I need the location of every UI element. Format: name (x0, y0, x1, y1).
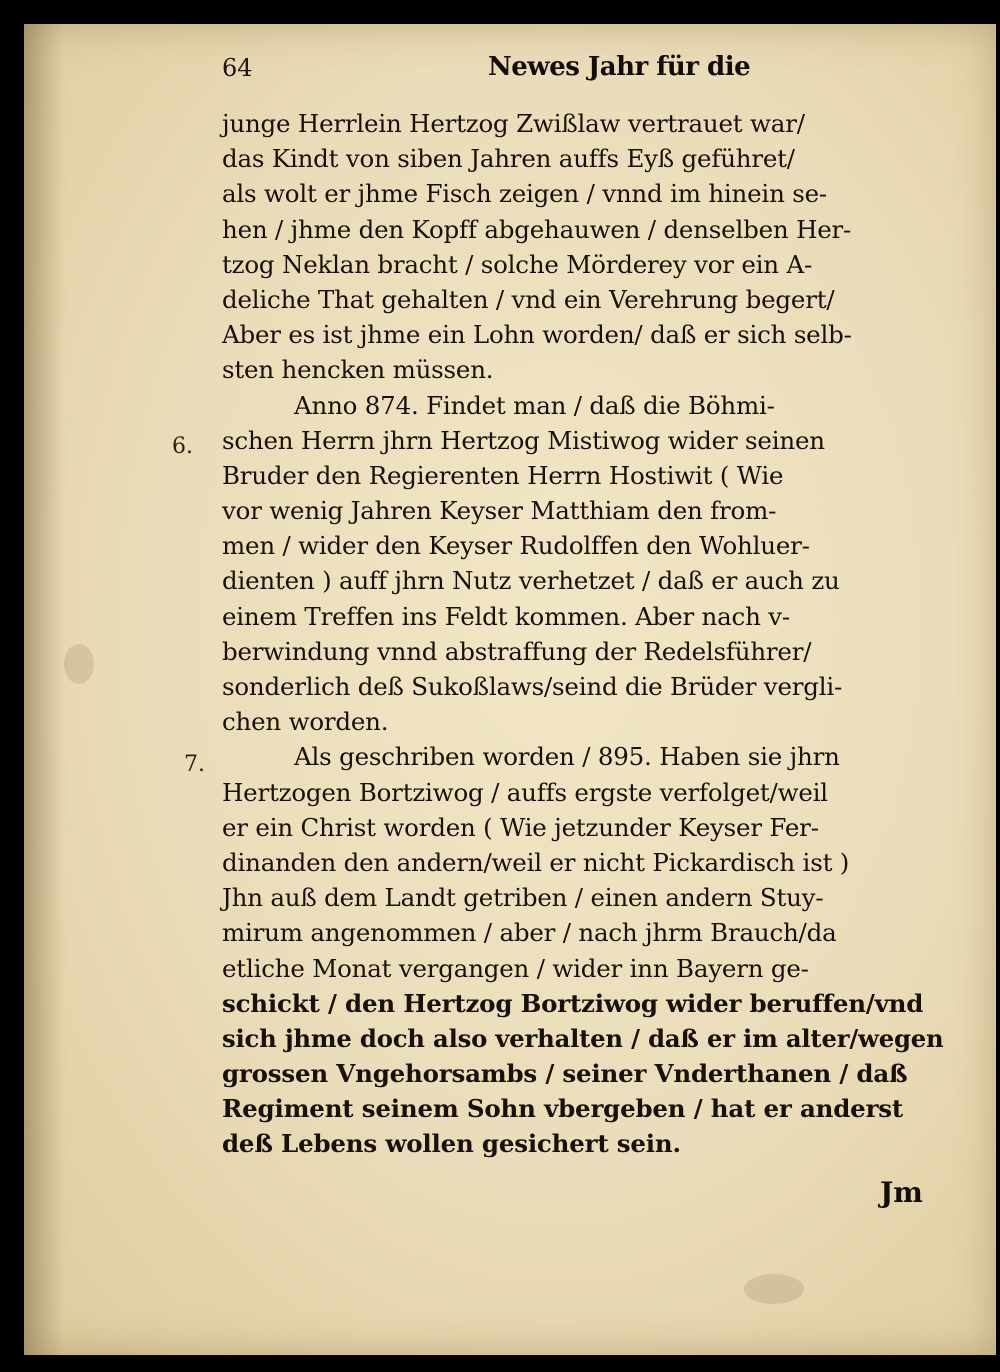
text-line: einem Treffen ins Feldt kommen. Aber nach v- (222, 601, 790, 631)
text-line: deß Lebens wollen gesichert sein. (222, 1129, 681, 1159)
paragraph-start-line: Anno 874. Findet man / daß die Böhmi- (294, 390, 775, 420)
running-head: Newes Jahr für die (488, 52, 751, 82)
text-line: schickt / den Hertzog Bortziwog wider beruffen/vnd (222, 988, 924, 1018)
text-line: tzog Neklan bracht / solche Mörderey vor ein A- (222, 249, 813, 279)
body-text (222, 106, 944, 1162)
text-line: er ein Christ worden ( Wie jetzunder Keyser Fer- (222, 812, 819, 842)
text-line: sich jhme doch also verhalten / daß er im alter/wegen (222, 1023, 944, 1053)
text-line: das Kindt von siben Jahren auffs Eyß geführet/ (222, 144, 795, 174)
text-line: chen worden. (222, 707, 389, 737)
text-line: junge Herrlein Hertzog Zwißlaw vertrauet war/ (222, 109, 805, 138)
text-line: dinanden den andern/weil er nicht Pickardisch ist ) (222, 847, 850, 877)
paper-stain (64, 644, 94, 684)
margin-note-7: 7. (184, 752, 205, 777)
text-line: berwindung vnnd abstraffung der Redelsführer/ (222, 636, 812, 666)
text-line: als wolt er jhme Fisch zeigen / vnnd im hinein se- (222, 179, 827, 209)
page-header (222, 52, 942, 96)
text-line: Hertzogen Bortziwog / auffs ergste verfolget/weil (222, 777, 828, 807)
catchword: Jm (880, 1176, 923, 1209)
text-line: deliche That gehalten / vnd ein Verehrung begert/ (222, 284, 835, 314)
text-line: grossen Vngehorsambs / seiner Vnderthanen / daß (222, 1059, 908, 1089)
text-line: etliche Monat vergangen / wider inn Bayern ge- (222, 953, 809, 983)
text-line: sten hencken müssen. (222, 355, 494, 385)
text-line: Jhn auß dem Landt getriben / einen andern Stuy- (222, 883, 824, 913)
margin-note-6: 6. (172, 434, 193, 459)
text-line: men / wider den Keyser Rudolffen den Wohluer- (222, 531, 810, 561)
text-line: Regiment seinem Sohn vbergeben / hat er anderst (222, 1094, 903, 1124)
text-line: mirum angenommen / aber / nach jhrm Brauch/da (222, 918, 837, 948)
page-number: 64 (222, 54, 253, 82)
text-line: Aber es ist jhme ein Lohn worden/ daß er sich selb- (222, 320, 852, 350)
gutter-shadow (24, 24, 64, 1355)
text-line: hen / jhme den Kopff abgehauwen / denselben Her- (222, 214, 852, 244)
text-line: sonderlich deß Sukoßlaws/seind die Brüder vergli- (222, 672, 843, 701)
paragraph-start-line: Als geschriben worden / 895. Haben sie jhrn (294, 742, 840, 772)
text-line: dienten ) auff jhrn Nutz verhetzet / daß er auch zu (222, 566, 840, 596)
text-line: schen Herrn jhrn Hertzog Mistiwog wider seinen (222, 425, 825, 455)
text-line: Bruder den Regierenten Herrn Hostiwit ( Wie (222, 460, 784, 490)
text-line: vor wenig Jahren Keyser Matthiam den from- (222, 496, 777, 526)
paper-stain (744, 1274, 804, 1304)
